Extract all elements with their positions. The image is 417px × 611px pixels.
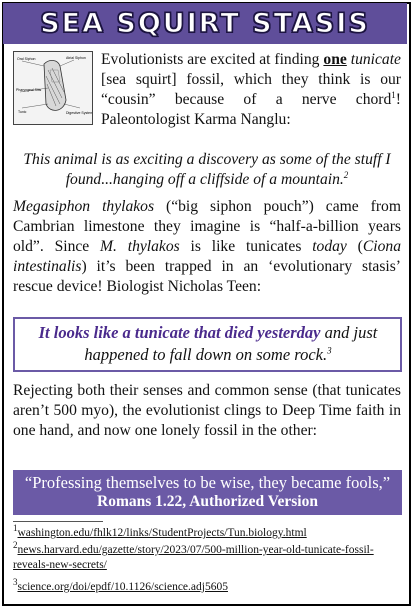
body-text: ) it’s been trapped in an ‘evolutionary stasis’ rescue device! Biologist Nicholas Teen: — [13, 258, 401, 295]
nanglu-quote-text: This animal is as exciting a discovery as some of the stuff I found...hanging off a cliffside of a mountain. — [23, 151, 391, 188]
body-emphasis: today — [312, 238, 347, 255]
nanglu-quote — [13, 150, 401, 190]
species-name: Megasiphon thylakos — [13, 198, 155, 215]
footnote-link[interactable]: science.org/doi/epdf/10.1126/science.adj5605 — [17, 581, 228, 593]
verse-reference — [13, 492, 402, 512]
intro-text: Evolutionists are excited at finding — [101, 51, 324, 68]
body-paragraph-3: Rejecting both their senses and common sense (that tunicates aren’t 500 myo), the evolutionist clings to Deep Time faith in one hand, and now one lonely fossil in the other: — [13, 382, 401, 439]
body-text: ( — [346, 238, 363, 255]
teen-quote — [18, 322, 398, 366]
footnote-ref: 2 — [343, 169, 349, 180]
intro-text: [sea squirt] fossil, which they think is our “cousin” because of a nerve chord — [101, 71, 401, 108]
tunicate-diagram-icon — [14, 52, 92, 124]
intro-text: ! Paleontologist Karma Nanglu: — [101, 91, 401, 128]
page-title: SEA SQUIRT STASIS — [40, 8, 370, 39]
intro-emphasis: one — [323, 51, 347, 68]
footnote-link[interactable]: news.harvard.edu/gazette/story/2023/07/500-million-year-old-tunicate-fossil-reveals-new-secrets/ — [13, 544, 374, 571]
footnote-number: 2 — [13, 540, 18, 551]
footnote-link[interactable]: washington.edu/fhlk12/links/StudentProjects/Tun.biology.html — [17, 527, 307, 539]
title-banner — [3, 3, 407, 44]
footnote-ref: 3 — [327, 345, 332, 356]
teen-quote-text: and just happened to fall down on some rock. — [84, 323, 378, 364]
figure-label: Tunic — [18, 110, 27, 114]
species-name: M. thylakos — [100, 238, 180, 255]
figure-label: Digestive System — [66, 111, 92, 115]
body-paragraph-2 — [13, 197, 401, 297]
footnote-2 — [13, 540, 403, 573]
figure-label: Pharyngeal Slits — [16, 88, 42, 92]
footnote-1 — [13, 523, 403, 541]
figure-label: Atrial Siphon — [66, 56, 86, 60]
footnote-number: 1 — [13, 523, 18, 534]
verse-ref: Romans 1.22, — [97, 493, 187, 510]
footnote-3 — [13, 577, 403, 595]
tunicate-diagram-image — [13, 51, 93, 125]
footnote-divider — [13, 521, 103, 522]
intro-tunicate: tunicate — [350, 51, 401, 68]
teen-quote-highlight: It looks like a tunicate that died yesterday — [38, 323, 321, 342]
figure-label: Oral Siphon — [17, 57, 36, 61]
footnote-number: 3 — [13, 577, 18, 588]
footnote-ref: 1 — [391, 89, 396, 100]
body-text: (“big siphon pouch”) came from Cambrian limestone they imagine is “half-a-billion years old”. Since — [13, 198, 401, 255]
body-text: is like tunicates — [179, 238, 313, 255]
species-name: Ciona intestinalis — [13, 238, 401, 275]
verse-quote: “Professing themselves to be wise, they became fools,” — [24, 473, 391, 492]
verse-version: Authorized Version — [186, 493, 318, 510]
intro-paragraph — [101, 50, 401, 130]
